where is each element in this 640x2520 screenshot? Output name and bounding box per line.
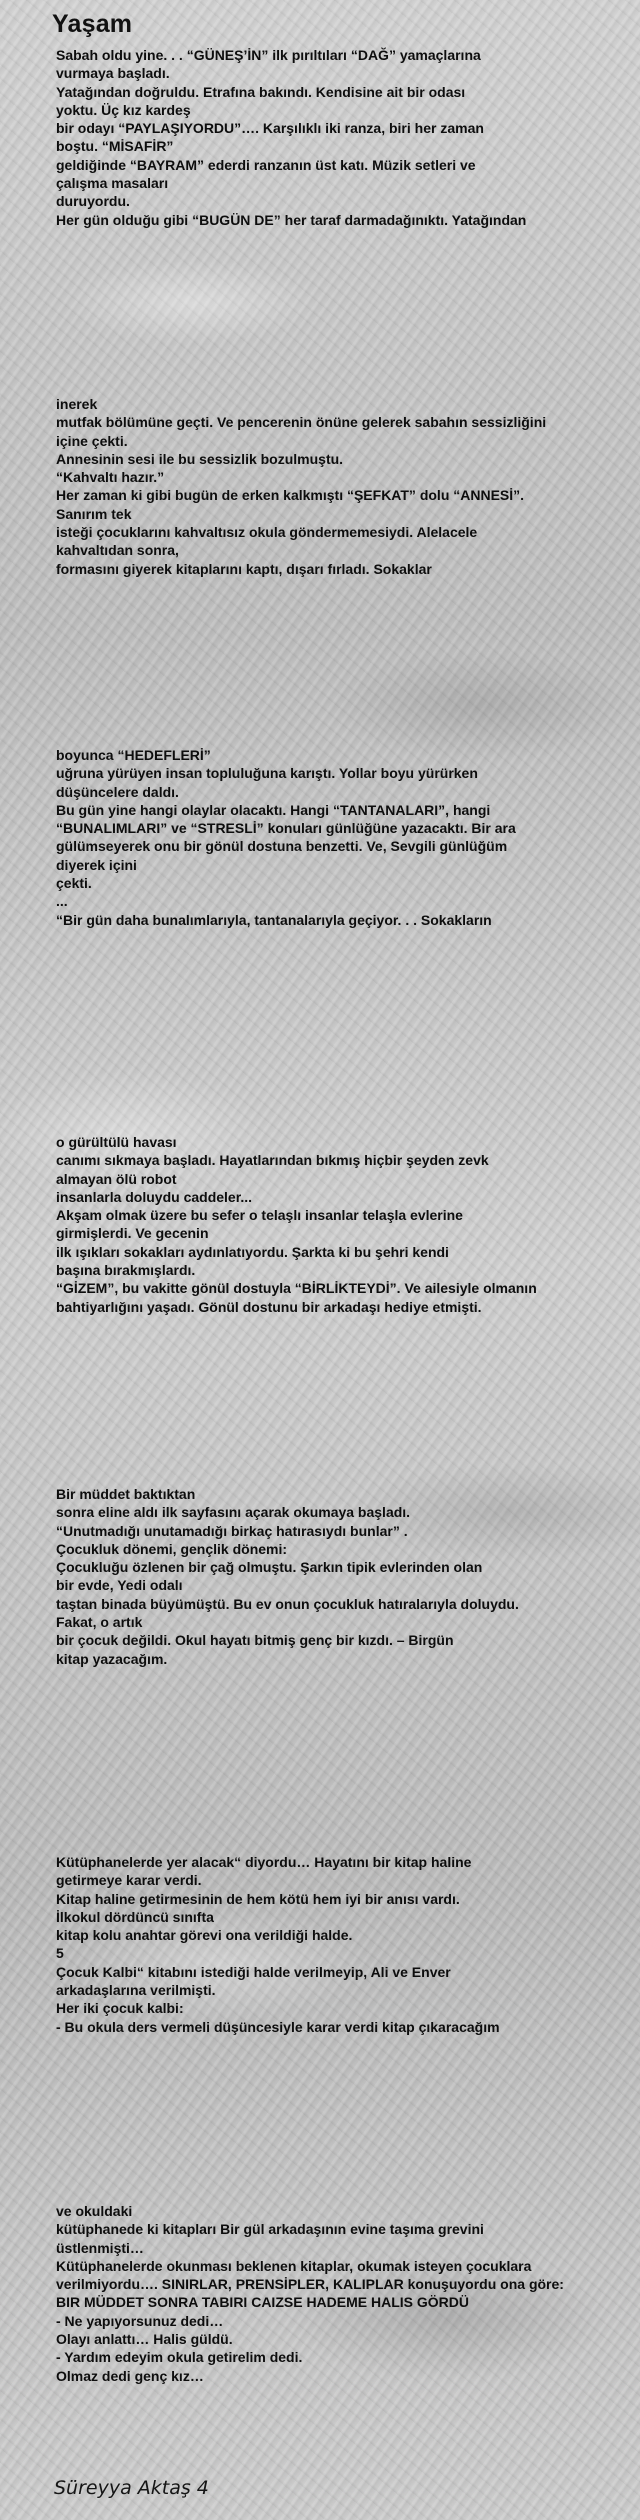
text-line: canımı sıkmaya başladı. Hayatlarından bıkmış hiçbir şeyden zevk [56, 1152, 489, 1169]
text-line: çekti. [56, 875, 92, 892]
text-line: ... [56, 893, 68, 910]
text-line: “Unutmadığı unutamadığı birkaç hatırasıydı bunlar” . [56, 1522, 408, 1539]
text-line: yoktu. Üç kız kardeş [56, 101, 191, 118]
text-block [56, 1853, 636, 2036]
text-line: Sabah oldu yine. . . “GÜNEŞ’İN” ilk pırıltıları “DAĞ” yamaçlarına [56, 47, 481, 63]
text-line: verilmiyordu…. SINIRLAR, PRENSİPLER, KALIPLAR konuşuyordu ona göre: [56, 2276, 564, 2293]
text-line: Bir müddet baktıktan [56, 1486, 196, 1502]
text-line: mutfak bölümüne geçti. Ve pencerenin önüne gelerek sabahın sessizliğini [56, 414, 547, 431]
text-line: insanlarla doluydu caddeler... [56, 1188, 253, 1205]
text-line: üstlenmişti… [56, 2239, 144, 2256]
text-line: düşüncelere daldı. [56, 783, 179, 800]
text-line: Çocuk Kalbi“ kitabını istediği halde verilmeyip, Ali ve Enver [56, 1963, 451, 1980]
text-line: “BUNALIMLARI” ve “STRESLİ” konuları günlüğüne yazacaktı. Bir ara [56, 820, 516, 837]
text-block [56, 395, 636, 578]
text-line: Her zaman ki gibi bugün de erken kalkmıştı “ŞEFKAT” dolu “ANNESİ”. [56, 487, 525, 504]
text-line: Olayı anlattı… Halis güldü. [56, 2331, 233, 2348]
text-line: isteği çocuklarını kahvaltısız okula göndermemesiydi. Alelacele [56, 524, 478, 541]
text-line: Her iki çocuk kalbi: [56, 2000, 184, 2017]
text-line: uğruna yürüyen insan topluluğuna karıştı. Yollar boyu yürürken [56, 765, 478, 782]
text-line: İlkokul dördüncü sınıfta [56, 1908, 214, 1925]
text-block [56, 2202, 636, 2385]
text-line: “GİZEM”, bu vakitte gönül dostuyla “BİRLİKTEYDİ”. Ve ailesiyle olmanın [56, 1280, 537, 1297]
text-line: almayan ölü robot [56, 1170, 177, 1187]
text-line: bir evde, Yedi odalı [56, 1577, 183, 1594]
text-line: Bu gün yine hangi olaylar olacaktı. Hangi “TANTANALARI”, hangi [56, 801, 491, 818]
text-line: Olmaz dedi genç kız… [56, 2367, 204, 2384]
text-line: ve okuldaki [56, 2203, 133, 2219]
text-line: 5 [56, 1945, 64, 1962]
text-line: başına bırakmışlardı. [56, 1262, 196, 1279]
text-block [56, 46, 636, 229]
text-line: sonra eline aldı ilk sayfasını açarak okumaya başladı. [56, 1504, 411, 1521]
text-line: gülümseyerek onu bir gönül dostuna benzetti. Ve, Sevgili günlüğüm [56, 838, 508, 855]
text-line: çalışma masaları [56, 175, 169, 192]
author-signature[interactable]: Süreyya Aktaş 4 [54, 2477, 209, 2499]
text-line: BIR MÜDDET SONRA TABIRI CAIZSE HADEME HALIS GÖRDÜ [56, 2294, 469, 2311]
text-line: kahvaltıdan sonra, [56, 542, 179, 559]
text-line: diyerek içini [56, 856, 137, 873]
text-line: - Bu okula ders vermeli düşüncesiyle karar verdi kitap çıkaracağım [56, 2018, 500, 2035]
text-line: Annesinin sesi ile bu sessizlik bozulmuştu. [56, 450, 344, 467]
text-block [56, 1133, 636, 1316]
text-line: Çocukluğu özlenen bir çağ olmuştu. Şarkın tipik evlerinden olan [56, 1559, 483, 1576]
text-line: formasını giyerek kitaplarını kaptı, dışarı fırladı. Sokaklar [56, 560, 432, 577]
text-line: bir çocuk değildi. Okul hayatı bitmiş genç bir kızdı. – Birgün [56, 1632, 454, 1649]
text-line: kitap yazacağım. [56, 1650, 168, 1667]
text-block [56, 1485, 636, 1668]
text-line: - Yardım edeyim okula getirelim dedi. [56, 2349, 303, 2366]
text-line: getirmeye karar verdi. [56, 1872, 202, 1889]
text-line: Akşam olmak üzere bu sefer o telaşlı insanlar telaşla evlerine [56, 1207, 463, 1224]
text-line: o gürültülü havası [56, 1134, 177, 1150]
text-line: taştan binada büyümüştü. Bu ev onun çocukluk hatıralarıyla doluydu. [56, 1595, 519, 1612]
text-line: “Kahvaltı hazır.” [56, 469, 165, 486]
text-line: boyunca “HEDEFLERİ” [56, 747, 211, 763]
text-line: Kitap haline getirmesinin de hem kötü hem iyi bir anısı vardı. [56, 1890, 460, 1907]
text-line: boştu. “MİSAFİR” [56, 138, 174, 155]
text-line: inerek [56, 396, 98, 412]
text-line: Yatağından doğruldu. Etrafına bakındı. Kendisine ait bir odası [56, 83, 466, 100]
text-line: arkadaşlarına verilmişti. [56, 1982, 216, 1999]
text-line: içine çekti. [56, 432, 128, 449]
text-line: - Ne yapıyorsunuz dedi… [56, 2312, 224, 2329]
text-line: vurmaya başladı. [56, 65, 170, 82]
text-line: girmişlerdi. Ve gecenin [56, 1225, 209, 1242]
text-line: bahtiyarlığını yaşadı. Gönül dostunu bir arkadaşı hediye etmişti. [56, 1298, 482, 1315]
text-line: Her gün olduğu gibi “BUGÜN DE” her taraf darmadağınıktı. Yatağından [56, 211, 527, 228]
text-line: Kütüphanelerde yer alacak“ diyordu… Hayatını bir kitap haline [56, 1854, 472, 1870]
text-line: duruyordu. [56, 193, 130, 210]
text-line: kitap kolu anahtar görevi ona verildiği halde. [56, 1927, 353, 1944]
text-line: Çocukluk dönemi, gençlik dönemi: [56, 1540, 288, 1557]
text-line: kütüphanede ki kitapları Bir gül arkadaşının evine taşıma grevini [56, 2221, 484, 2238]
text-line: “Bir gün daha bunalımlarıyla, tantanalarıyla geçiyor. . . Sokakların [56, 911, 492, 928]
text-line: Sanırım tek [56, 505, 132, 522]
text-line: Kütüphanelerde okunması beklenen kitaplar, okumak isteyen çocuklara [56, 2257, 532, 2274]
text-line: ilk ışıkları sokakları aydınlatıyordu. Şarkta ki bu şehri kendi [56, 1243, 449, 1260]
text-line: bir odayı “PAYLAŞIYORDU”…. Karşılıklı iki ranza, biri her zaman [56, 120, 484, 137]
text-block [56, 746, 636, 929]
text-line: geldiğinde “BAYRAM” ederdi ranzanın üst katı. Müzik setleri ve [56, 156, 476, 173]
text-line: Fakat, o artık [56, 1614, 143, 1631]
poem-title: Yaşam [52, 10, 133, 38]
